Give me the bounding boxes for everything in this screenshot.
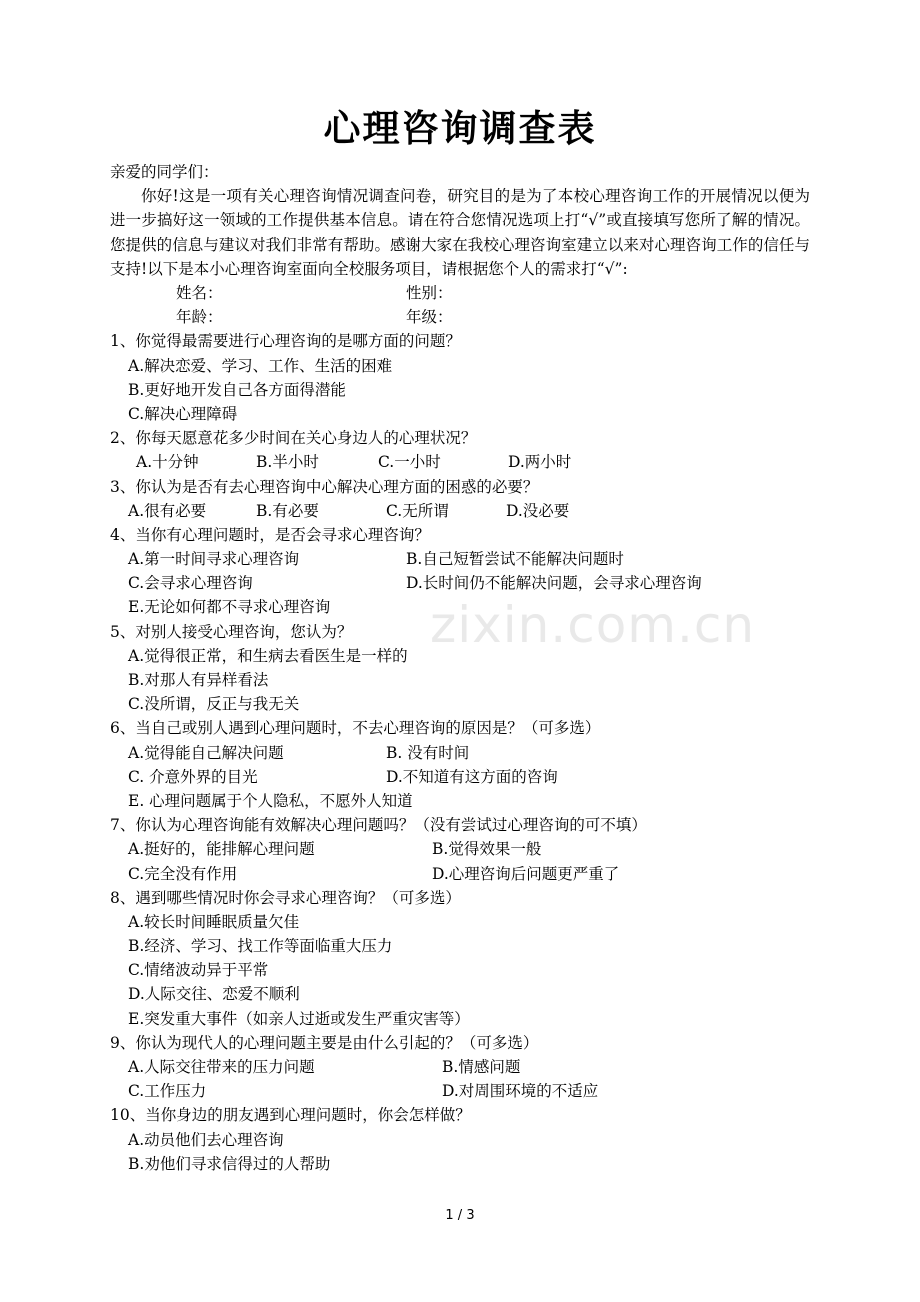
gender-field-label: 性别： <box>406 284 453 302</box>
question-2: 2、你每天愿意花多少时间在关心身边人的心理状况？ <box>110 429 477 448</box>
q2-option-d[interactable]: D.两小时 <box>508 453 572 472</box>
q8-option-b[interactable]: B.经济、学习、找工作等面临重大压力 <box>128 937 393 956</box>
q2-option-c[interactable]: C.一小时 <box>378 453 441 472</box>
q6-option-d[interactable]: D.不知道有这方面的咨询 <box>386 767 558 786</box>
greeting: 亲爱的同学们： <box>110 163 219 181</box>
question-6: 6、当自己或别人遇到心理问题时，不去心理咨询的原因是？（可多选） <box>110 719 601 738</box>
name-field-label: 姓名： <box>176 284 223 302</box>
q3-option-c[interactable]: C.无所谓 <box>386 501 449 520</box>
watermark: zixin.com.cn <box>430 596 756 654</box>
q4-options-row-1 <box>110 547 810 571</box>
question-5: 5、对别人接受心理咨询，您认为？ <box>110 622 353 641</box>
question-8: 8、遇到哪些情况时你会寻求心理咨询？（可多选） <box>110 888 461 907</box>
q9-option-c[interactable]: C.工作压力 <box>128 1082 207 1101</box>
q5-option-a[interactable]: A.觉得很正常，和生病去看医生是一样的 <box>128 646 408 665</box>
q4-option-b[interactable]: B.自己短暂尝试不能解决问题时 <box>406 550 624 569</box>
q5-option-b[interactable]: B.对那人有异样看法 <box>128 671 269 689</box>
q1-option-c[interactable]: C.解决心理障碍 <box>128 404 238 423</box>
q3-option-b[interactable]: B.有必要 <box>256 501 319 520</box>
q3-option-a[interactable]: A.很有必要 <box>128 501 207 520</box>
q4-option-e[interactable]: E.无论如何都不寻求心理咨询 <box>128 598 331 617</box>
q10-option-a[interactable]: A.动员他们去心理咨询 <box>128 1130 284 1149</box>
q3-options-row <box>110 499 810 523</box>
q8-option-c[interactable]: C.情绪波动异于平常 <box>128 961 269 980</box>
age-field-label: 年龄： <box>176 308 223 327</box>
q9-options-row-1 <box>110 1055 810 1079</box>
intro-paragraph: 你好!这是一项有关心理咨询情况调查问卷，研究目的是为了本校心理咨询工作的开展情况以便为进一步搞好这一领域的工作提供基本信息。请在符合您情况选项上打“√”或直接填写您所了解的情况。您提供的信息与建议对我们非常有帮助。感谢大家在我校心理咨询室建立以来对心理咨询工作的信任与支持!以下是本小心理咨询室面向全校服务项目，请根据您个人的需求打“√”: <box>110 187 810 278</box>
q4-option-d[interactable]: D.长时间仍不能解决问题，会寻求心理咨询 <box>406 574 702 593</box>
q5-option-c[interactable]: C.没所谓，反正与我无关 <box>128 695 300 714</box>
q4-options-row-2 <box>110 571 810 595</box>
q9-options-row-2 <box>110 1079 810 1103</box>
document-body <box>110 160 810 1176</box>
info-row-1 <box>110 281 810 305</box>
page-title: 心理咨询调查表 <box>323 107 597 150</box>
q6-option-a[interactable]: A.觉得能自己解决问题 <box>128 743 284 762</box>
page-number: 1 / 3 <box>445 1208 475 1223</box>
q4-option-c[interactable]: C.会寻求心理咨询 <box>128 574 253 593</box>
q8-option-d[interactable]: D.人际交往、恋爱不顺利 <box>128 985 300 1004</box>
q2-option-a[interactable]: A.十分钟 <box>136 453 199 472</box>
q10-option-b[interactable]: B.劝他们寻求信得过的人帮助 <box>128 1154 331 1173</box>
q6-option-e[interactable]: E. 心理问题属于个人隐私，不愿外人知道 <box>128 791 413 810</box>
question-1: 1、你觉得最需要进行心理咨询的是哪方面的问题？ <box>110 332 461 351</box>
q1-option-a[interactable]: A.解决恋爱、学习、工作、生活的困难 <box>128 356 393 375</box>
question-4: 4、当你有心理问题时，是否会寻求心理咨询？ <box>110 525 430 544</box>
q6-options-row-1 <box>110 741 810 765</box>
q6-options-row-2 <box>110 765 810 789</box>
q7-option-d[interactable]: D.心理咨询后问题更严重了 <box>432 864 620 883</box>
q7-option-a[interactable]: A.挺好的，能排解心理问题 <box>128 840 315 859</box>
question-7: 7、你认为心理咨询能有效解决心理问题吗？（没有尝试过心理咨询的可不填） <box>110 816 647 835</box>
question-3: 3、你认为是否有去心理咨询中心解决心理方面的困惑的必要？ <box>110 477 539 496</box>
question-9: 9、你认为现代人的心理问题主要是由什么引起的？（可多选） <box>110 1033 539 1052</box>
q8-option-e[interactable]: E.突发重大事件（如亲人过逝或发生严重灾害等） <box>128 1009 470 1028</box>
q9-option-d[interactable]: D.对周围环境的不适应 <box>442 1082 599 1101</box>
q9-option-a[interactable]: A.人际交往带来的压力问题 <box>128 1058 315 1076</box>
q8-option-a[interactable]: A.较长时间睡眠质量欠佳 <box>128 912 300 931</box>
q7-options-row-2 <box>110 862 810 886</box>
q1-option-b[interactable]: B.更好地开发自己各方面得潜能 <box>128 380 346 399</box>
q6-option-b[interactable]: B. 没有时间 <box>386 743 470 762</box>
q7-options-row-1 <box>110 837 810 861</box>
info-row-2 <box>110 305 810 329</box>
q9-option-b[interactable]: B.情感问题 <box>442 1058 521 1076</box>
q7-option-c[interactable]: C.完全没有作用 <box>128 864 238 883</box>
q2-options-row <box>110 450 810 474</box>
q6-option-c[interactable]: C. 介意外界的目光 <box>128 767 258 786</box>
question-10: 10、当你身边的朋友遇到心理问题时，你会怎样做？ <box>110 1106 471 1125</box>
grade-field-label: 年级： <box>406 308 453 327</box>
q3-option-d[interactable]: D.没必要 <box>506 501 570 520</box>
q4-option-a[interactable]: A.第一时间寻求心理咨询 <box>128 550 300 569</box>
q7-option-b[interactable]: B.觉得效果一般 <box>432 840 542 859</box>
q2-option-b[interactable]: B.半小时 <box>256 453 319 472</box>
